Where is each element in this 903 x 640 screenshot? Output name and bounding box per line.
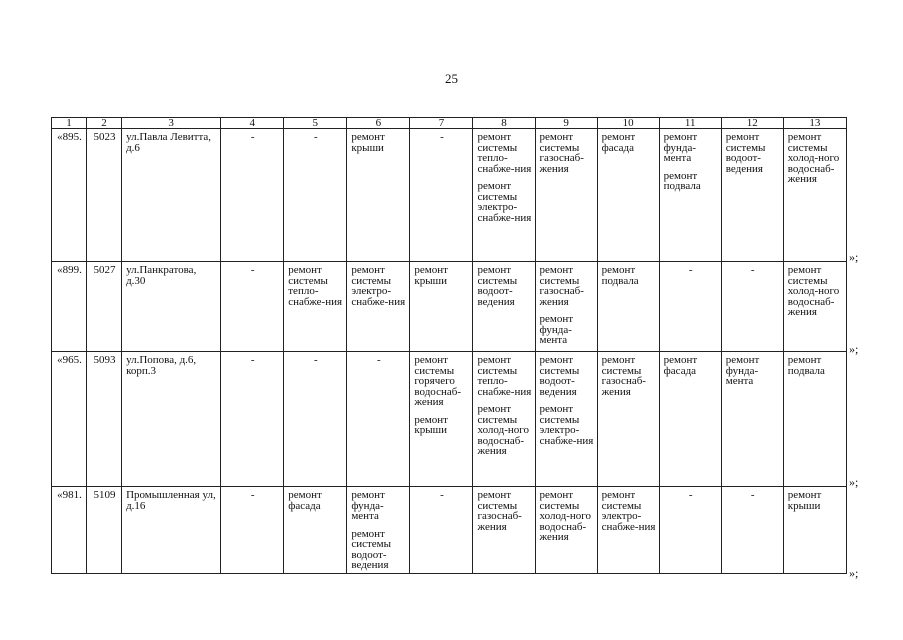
work-cell (473, 352, 535, 487)
work-cell (783, 262, 846, 352)
column-header: 8 (473, 118, 535, 129)
work-item: ремонт крыши (787, 489, 822, 512)
work-cell (721, 352, 783, 487)
work-item: ремонт системы холод-ного водоснаб-жения (477, 403, 529, 457)
house-id-cell: 5023 (87, 129, 122, 262)
work-item: ремонт системы электро-снабже-ния (477, 180, 532, 224)
work-cell (659, 352, 721, 487)
empty-work-cell: - (410, 129, 473, 262)
work-item: ремонт системы газоснаб-жения (601, 354, 646, 398)
work-cell (783, 129, 846, 262)
row-number-cell: «895. (52, 129, 87, 262)
empty-work-cell: - (410, 487, 473, 574)
empty-work-cell: - (721, 262, 783, 352)
address-cell: Промышленная ул, д.16 (122, 487, 221, 574)
work-cell (410, 352, 473, 487)
work-item: ремонт системы водоот-ведения (725, 131, 766, 175)
address-cell: ул.Павла Левитта, д.6 (122, 129, 221, 262)
page-number: 25 (445, 71, 458, 86)
work-item: ремонт системы горячего водоснаб-жения (414, 354, 461, 408)
work-item: ремонт системы электро-снабже-ния (601, 489, 656, 533)
column-header: 6 (347, 118, 410, 129)
empty-work-cell: - (721, 487, 783, 574)
work-item: ремонт системы водоот-ведения (351, 527, 392, 571)
repair-schedule-table (51, 117, 847, 574)
work-cell (535, 262, 597, 352)
work-item: ремонт системы тепло-снабже-ния (288, 264, 343, 308)
work-item: ремонт крыши (414, 264, 448, 287)
work-cell (347, 487, 410, 574)
work-cell (783, 487, 846, 574)
work-item: ремонт фасада (663, 354, 698, 377)
work-cell (410, 262, 473, 352)
work-cell (597, 352, 659, 487)
work-cell (347, 129, 410, 262)
work-cell (783, 352, 846, 487)
header-row (52, 118, 847, 129)
empty-work-cell: - (221, 352, 284, 487)
column-header: 10 (597, 118, 659, 129)
work-item: ремонт системы холод-ного водоснаб-жения (539, 489, 592, 543)
work-item: ремонт подвала (601, 264, 639, 287)
work-cell (473, 487, 535, 574)
column-header: 11 (659, 118, 721, 129)
house-id-cell: 5093 (87, 352, 122, 487)
house-id-cell: 5109 (87, 487, 122, 574)
work-cell (284, 487, 347, 574)
row-closing-quote: »; (849, 250, 859, 264)
work-item: ремонт системы водоот-ведения (477, 264, 518, 308)
work-item: ремонт фунда-мента (725, 354, 760, 387)
column-header: 7 (410, 118, 473, 129)
table-row (52, 352, 847, 487)
work-item: ремонт фасада (288, 489, 322, 512)
work-item: ремонт крыши (351, 131, 385, 154)
column-header: 12 (721, 118, 783, 129)
empty-work-cell: - (659, 487, 721, 574)
work-item: ремонт подвала (663, 169, 701, 192)
work-item: ремонт системы газоснаб-жения (539, 264, 584, 308)
address-cell: ул.Панкратова, д.30 (122, 262, 221, 352)
work-cell (473, 129, 535, 262)
work-cell (597, 487, 659, 574)
column-header: 13 (783, 118, 846, 129)
work-item: ремонт системы тепло-снабже-ния (477, 354, 532, 398)
column-header: 3 (122, 118, 221, 129)
work-cell (535, 129, 597, 262)
work-item: ремонт фунда-мента (663, 131, 698, 164)
row-number-cell: «899. (52, 262, 87, 352)
work-item: ремонт системы водоот-ведения (539, 354, 580, 398)
empty-work-cell: - (659, 262, 721, 352)
work-cell (347, 262, 410, 352)
empty-work-cell: - (284, 352, 347, 487)
work-item: ремонт системы тепло-снабже-ния (477, 131, 532, 175)
work-cell (597, 129, 659, 262)
work-item: ремонт системы электро-снабже-ния (539, 403, 594, 447)
column-header: 5 (284, 118, 347, 129)
row-closing-quote: »; (849, 475, 859, 489)
table-row (52, 487, 847, 574)
work-item: ремонт фунда-мента (539, 313, 574, 346)
work-item: ремонт фасада (601, 131, 636, 154)
work-cell (721, 129, 783, 262)
table-row (52, 129, 847, 262)
empty-work-cell: - (221, 129, 284, 262)
empty-work-cell: - (284, 129, 347, 262)
column-header: 4 (221, 118, 284, 129)
work-cell (284, 262, 347, 352)
work-cell (473, 262, 535, 352)
work-item: ремонт крыши (414, 413, 448, 436)
row-closing-quote: »; (849, 566, 859, 580)
empty-work-cell: - (221, 262, 284, 352)
row-closing-quote: »; (849, 342, 859, 356)
work-item: ремонт системы холод-ного водоснаб-жения (787, 264, 840, 318)
work-cell (597, 262, 659, 352)
work-cell (659, 129, 721, 262)
work-item: ремонт подвала (787, 354, 825, 377)
column-header: 9 (535, 118, 597, 129)
work-item: ремонт системы газоснаб-жения (539, 131, 584, 175)
row-number-cell: «981. (52, 487, 87, 574)
column-header: 1 (52, 118, 87, 129)
address-cell: ул.Попова, д.6, корп.3 (122, 352, 221, 487)
work-item: ремонт системы электро-снабже-ния (351, 264, 406, 308)
row-number-cell: «965. (52, 352, 87, 487)
empty-work-cell: - (221, 487, 284, 574)
table-row (52, 262, 847, 352)
work-item: ремонт системы газоснаб-жения (477, 489, 522, 533)
empty-work-cell: - (347, 352, 410, 487)
work-cell (535, 487, 597, 574)
work-cell (535, 352, 597, 487)
column-header: 2 (87, 118, 122, 129)
work-item: ремонт системы холод-ного водоснаб-жения (787, 131, 840, 185)
house-id-cell: 5027 (87, 262, 122, 352)
work-item: ремонт фунда-мента (351, 489, 385, 522)
